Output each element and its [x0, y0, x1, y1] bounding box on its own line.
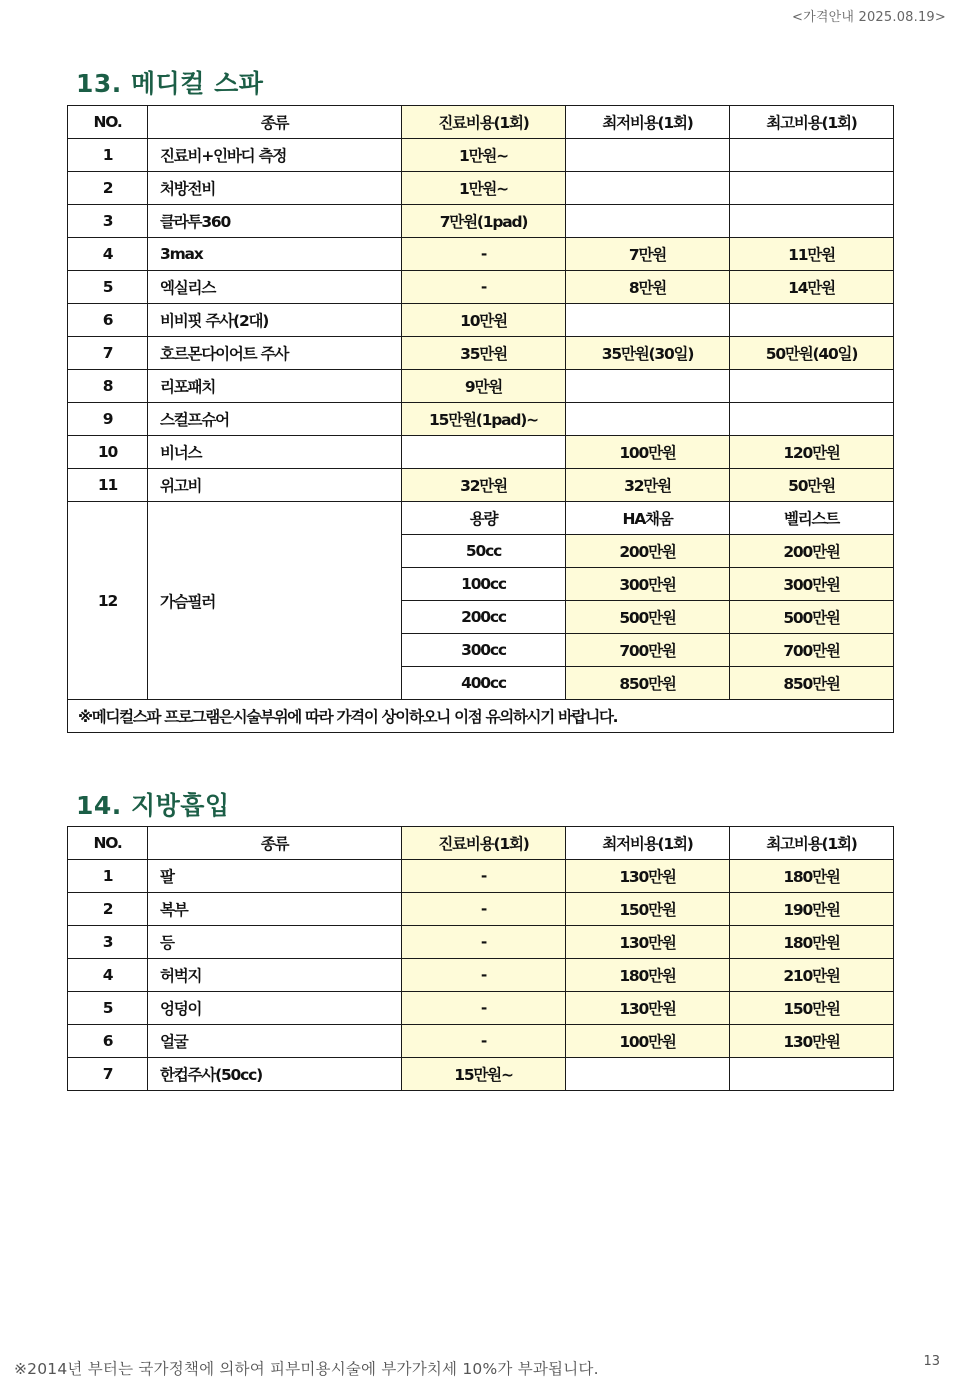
header-type: 종류 — [148, 106, 402, 139]
table-note: ※메디컬스파 프로그램은시술부위에 따라 가격이 상이하오니 이점 유의하시기 바랍니다. — [68, 700, 894, 733]
min-cost: 35만원(30일) — [566, 337, 730, 370]
filler-sub-header: HA채움 — [566, 502, 730, 535]
medical-spa-price-table — [67, 105, 894, 733]
table-row — [68, 1058, 894, 1091]
treatment-name: 3max — [148, 238, 402, 271]
header-max-cost: 최고비용(1회) — [730, 106, 894, 139]
max-cost — [730, 1058, 894, 1091]
bellast-cost: 850만원 — [730, 667, 894, 700]
header-treatment-cost: 진료비용(1회) — [402, 106, 566, 139]
table-row — [68, 304, 894, 337]
treatment-name: 엑실리스 — [148, 271, 402, 304]
max-cost — [730, 139, 894, 172]
max-cost — [730, 304, 894, 337]
treatment-cost: 15만원(1pad)~ — [402, 403, 566, 436]
max-cost — [730, 172, 894, 205]
max-cost: 180만원 — [730, 860, 894, 893]
row-number: 1 — [68, 139, 148, 172]
min-cost: 7만원 — [566, 238, 730, 271]
filler-sub-header-row — [68, 502, 894, 535]
row-number: 5 — [68, 992, 148, 1025]
row-number: 11 — [68, 469, 148, 502]
max-cost: 190만원 — [730, 893, 894, 926]
min-cost — [566, 205, 730, 238]
treatment-name: 비너스 — [148, 436, 402, 469]
row-number: 9 — [68, 403, 148, 436]
table-header-row — [68, 106, 894, 139]
row-number: 4 — [68, 238, 148, 271]
min-cost: 8만원 — [566, 271, 730, 304]
row-number: 12 — [68, 502, 148, 700]
table-row — [68, 992, 894, 1025]
treatment-name: 진료비+인바디 측정 — [148, 139, 402, 172]
min-cost: 100만원 — [566, 436, 730, 469]
table-row — [68, 370, 894, 403]
table-row — [68, 139, 894, 172]
max-cost — [730, 205, 894, 238]
ha-filler-cost: 850만원 — [566, 667, 730, 700]
max-cost: 210만원 — [730, 959, 894, 992]
treatment-name: 복부 — [148, 893, 402, 926]
treatment-name: 비비핏 주사(2대) — [148, 304, 402, 337]
header-type: 종류 — [148, 827, 402, 860]
liposuction-price-table — [67, 826, 894, 1091]
min-cost — [566, 139, 730, 172]
table-row — [68, 469, 894, 502]
table-note-row — [68, 700, 894, 733]
treatment-cost: - — [402, 271, 566, 304]
treatment-cost: - — [402, 893, 566, 926]
table-row — [68, 1025, 894, 1058]
treatment-name: 위고비 — [148, 469, 402, 502]
filler-volume: 100cc — [402, 568, 566, 601]
treatment-name: 등 — [148, 926, 402, 959]
treatment-cost: 10만원 — [402, 304, 566, 337]
header-no: NO. — [68, 106, 148, 139]
table-row — [68, 860, 894, 893]
max-cost: 14만원 — [730, 271, 894, 304]
treatment-cost: 15만원~ — [402, 1058, 566, 1091]
table-row — [68, 172, 894, 205]
section-title-medical-spa: 13. 메디컬 스파 — [76, 69, 264, 98]
treatment-name: 엉덩이 — [148, 992, 402, 1025]
filler-sub-header: 벨리스트 — [730, 502, 894, 535]
row-number: 2 — [68, 172, 148, 205]
max-cost: 120만원 — [730, 436, 894, 469]
min-cost — [566, 370, 730, 403]
row-number: 7 — [68, 337, 148, 370]
ha-filler-cost: 500만원 — [566, 601, 730, 634]
min-cost — [566, 304, 730, 337]
min-cost: 130만원 — [566, 926, 730, 959]
treatment-name: 팔 — [148, 860, 402, 893]
max-cost — [730, 403, 894, 436]
min-cost: 130만원 — [566, 860, 730, 893]
treatment-cost: - — [402, 860, 566, 893]
filler-volume: 400cc — [402, 667, 566, 700]
treatment-name: 한컵주사(50cc) — [148, 1058, 402, 1091]
treatment-name: 허벅지 — [148, 959, 402, 992]
header-no: NO. — [68, 827, 148, 860]
header-treatment-cost: 진료비용(1회) — [402, 827, 566, 860]
treatment-name: 스컬프슈어 — [148, 403, 402, 436]
treatment-cost: 32만원 — [402, 469, 566, 502]
ha-filler-cost: 300만원 — [566, 568, 730, 601]
ha-filler-cost: 700만원 — [566, 634, 730, 667]
filler-sub-header: 용량 — [402, 502, 566, 535]
filler-volume: 200cc — [402, 601, 566, 634]
header-min-cost: 최저비용(1회) — [566, 827, 730, 860]
filler-volume: 300cc — [402, 634, 566, 667]
table-row — [68, 238, 894, 271]
table-row — [68, 436, 894, 469]
min-cost: 180만원 — [566, 959, 730, 992]
header-max-cost: 최고비용(1회) — [730, 827, 894, 860]
table-row — [68, 926, 894, 959]
max-cost: 50만원(40일) — [730, 337, 894, 370]
table-row — [68, 403, 894, 436]
table-row — [68, 271, 894, 304]
treatment-name: 얼굴 — [148, 1025, 402, 1058]
page-number: 13 — [923, 1354, 940, 1369]
row-number: 10 — [68, 436, 148, 469]
treatment-name: 처방전비 — [148, 172, 402, 205]
treatment-cost: 1만원~ — [402, 172, 566, 205]
treatment-cost: 7만원(1pad) — [402, 205, 566, 238]
min-cost — [566, 403, 730, 436]
max-cost: 130만원 — [730, 1025, 894, 1058]
vat-footer-note: ※2014년 부터는 국가정책에 의하여 피부미용시술에 부가가치세 10%가 부과됩니다. — [14, 1360, 599, 1378]
treatment-name: 호르몬다이어트 주사 — [148, 337, 402, 370]
min-cost: 130만원 — [566, 992, 730, 1025]
max-cost: 50만원 — [730, 469, 894, 502]
max-cost: 150만원 — [730, 992, 894, 1025]
row-number: 3 — [68, 926, 148, 959]
treatment-cost: 1만원~ — [402, 139, 566, 172]
row-number: 5 — [68, 271, 148, 304]
treatment-cost: 9만원 — [402, 370, 566, 403]
max-cost: 180만원 — [730, 926, 894, 959]
treatment-cost: - — [402, 926, 566, 959]
filler-volume: 50cc — [402, 535, 566, 568]
treatment-cost — [402, 436, 566, 469]
table-row — [68, 959, 894, 992]
min-cost: 32만원 — [566, 469, 730, 502]
table-row — [68, 337, 894, 370]
row-number: 6 — [68, 1025, 148, 1058]
row-number: 2 — [68, 893, 148, 926]
bellast-cost: 500만원 — [730, 601, 894, 634]
table-header-row — [68, 827, 894, 860]
row-number: 8 — [68, 370, 148, 403]
max-cost — [730, 370, 894, 403]
document-header-note: <가격안내 2025.08.19> — [792, 10, 946, 25]
treatment-cost: 35만원 — [402, 337, 566, 370]
treatment-name: 가슴필러 — [148, 502, 402, 700]
min-cost: 150만원 — [566, 893, 730, 926]
bellast-cost: 700만원 — [730, 634, 894, 667]
row-number: 1 — [68, 860, 148, 893]
min-cost — [566, 172, 730, 205]
treatment-name: 클라투360 — [148, 205, 402, 238]
bellast-cost: 300만원 — [730, 568, 894, 601]
row-number: 4 — [68, 959, 148, 992]
row-number: 6 — [68, 304, 148, 337]
treatment-name: 리포패치 — [148, 370, 402, 403]
header-min-cost: 최저비용(1회) — [566, 106, 730, 139]
min-cost — [566, 1058, 730, 1091]
max-cost: 11만원 — [730, 238, 894, 271]
treatment-cost: - — [402, 992, 566, 1025]
section-title-liposuction: 14. 지방흡입 — [76, 791, 230, 820]
treatment-cost: - — [402, 959, 566, 992]
table-row — [68, 205, 894, 238]
row-number: 3 — [68, 205, 148, 238]
treatment-cost: - — [402, 1025, 566, 1058]
row-number: 7 — [68, 1058, 148, 1091]
treatment-cost: - — [402, 238, 566, 271]
min-cost: 100만원 — [566, 1025, 730, 1058]
table-row — [68, 893, 894, 926]
ha-filler-cost: 200만원 — [566, 535, 730, 568]
bellast-cost: 200만원 — [730, 535, 894, 568]
